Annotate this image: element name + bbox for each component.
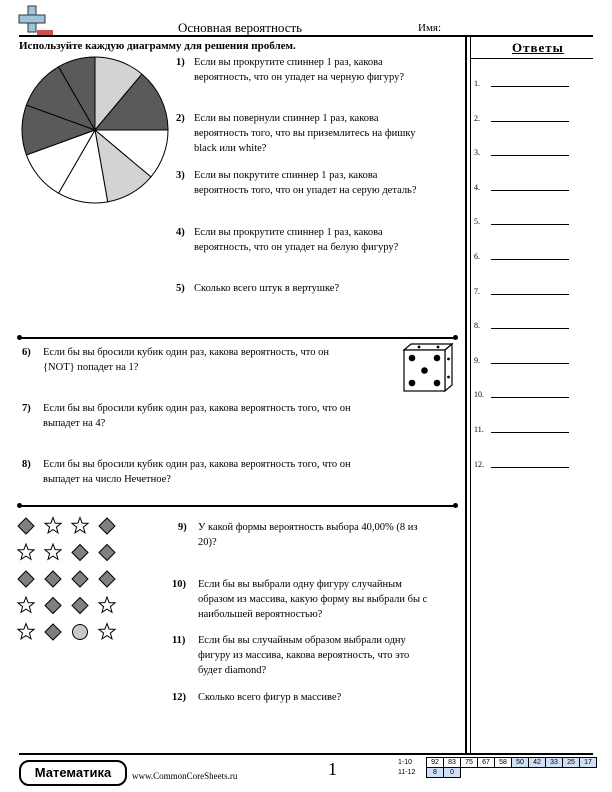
star-shape (45, 544, 61, 559)
score-cell: 33 (546, 758, 563, 768)
score-cell: 0 (444, 768, 461, 778)
score-cell: 67 (478, 758, 495, 768)
answer-number: 11. (474, 425, 484, 434)
answer-number: 1. (474, 79, 480, 88)
question-number: 1) (176, 57, 185, 68)
diamond-shape (72, 571, 88, 587)
answer-line[interactable] (491, 190, 569, 191)
question-text: вероятность того, что вы приземлитесь на фишку (194, 128, 416, 139)
answer-line[interactable] (491, 86, 569, 87)
answer-row (474, 183, 480, 192)
diamond-shape (45, 624, 61, 640)
star-shape (18, 624, 34, 639)
question-text: наибольшей вероятностью? (198, 609, 323, 620)
answers-title-rule (471, 58, 593, 59)
answer-line[interactable] (491, 259, 569, 260)
question-text: black или white? (194, 143, 267, 154)
score-table (398, 757, 597, 778)
answer-row (474, 148, 480, 157)
question-number: 8) (22, 459, 31, 470)
answer-number: 5. (474, 217, 480, 227)
instructions: Используйте каждую диаграмму для решения проблем. (19, 40, 296, 52)
score-row-label: 11-12 (398, 769, 416, 776)
answer-line[interactable] (491, 467, 569, 468)
answer-number: 10. (474, 390, 484, 400)
diamond-shape (18, 518, 34, 534)
circle-shape (73, 625, 88, 640)
question-text: фигуру из массива, какова вероятность, что это (198, 650, 410, 661)
answer-line[interactable] (491, 432, 569, 433)
score-row (398, 758, 597, 768)
question-number: 11) (172, 635, 186, 646)
answer-row (474, 425, 484, 434)
separator-dot (17, 335, 22, 340)
score-cell: 42 (529, 758, 546, 768)
diamond-shape (99, 518, 115, 534)
page-number: 1 (328, 759, 337, 779)
score-cell: 92 (427, 758, 444, 768)
question-text: образом из массива, какую форму вы выбрали бы с (198, 594, 428, 605)
question-number: 9) (178, 522, 187, 533)
score-row-label: 1-10 (398, 759, 413, 766)
worksheet-title: Основная вероятность (178, 20, 303, 35)
question-text: Если бы вы выбрали одну фигуру случайным (198, 579, 402, 590)
question-number: 5) (176, 283, 185, 294)
shapes-array (14, 515, 124, 643)
question-number: 7) (22, 403, 31, 414)
question-text: У какой формы вероятность выбора 40,00% (8 из (198, 522, 418, 533)
question-text: Если вы покрутите спиннер 1 раз, какова (194, 170, 378, 181)
answer-line[interactable] (491, 397, 569, 398)
star-shape (45, 518, 61, 533)
answer-row (474, 287, 480, 296)
question-text: Если вы повернули спиннер 1 раз, какова (194, 113, 379, 124)
diamond-shape (45, 571, 61, 587)
question-text: вероятность того, что он упадет на серую деталь? (194, 185, 417, 196)
question-text: Сколько всего штук в вертушке? (194, 283, 340, 294)
question-text: вероятность, что он упадет на черную фигуру? (194, 72, 404, 83)
score-cell: 75 (461, 758, 478, 768)
question-text: Если бы вы бросили кубик один раз, какова вероятность того, что он (43, 403, 351, 414)
diamond-shape (45, 598, 61, 614)
score-cell: 50 (512, 758, 529, 768)
star-shape (72, 518, 88, 533)
answer-row (474, 356, 480, 365)
answer-row (474, 79, 480, 88)
answer-line[interactable] (491, 121, 569, 122)
answer-line[interactable] (491, 328, 569, 329)
question-text: 20)? (198, 537, 217, 548)
answers-title: Ответы (512, 40, 564, 55)
answer-number: 7. (474, 286, 480, 296)
answer-number: 6. (474, 252, 480, 261)
diamond-shape (72, 598, 88, 614)
score-cell: 83 (444, 758, 461, 768)
question-text: {NOT} попадет на 1? (43, 362, 139, 373)
question-number: 10) (172, 579, 186, 590)
score-cell: 25 (563, 758, 580, 768)
diamond-shape (18, 571, 34, 587)
answer-row (474, 321, 480, 330)
question-number: 4) (176, 227, 185, 238)
answer-line[interactable] (491, 224, 569, 225)
score-cell: 17 (580, 758, 597, 768)
name-label: Имя: (418, 22, 442, 34)
answer-row (474, 114, 480, 123)
separator-dot (453, 335, 458, 340)
question-text: выпадет на 4? (43, 418, 106, 429)
column-divider (465, 35, 467, 753)
star-shape (99, 597, 115, 612)
question-text: Если вы прокрутите спиннер 1 раз, какова (194, 57, 383, 68)
diamond-shape (72, 545, 88, 561)
column-divider-inner (470, 35, 471, 753)
site-url[interactable]: www.CommonCoreSheets.ru (132, 771, 238, 781)
question-text: вероятность, что он упадет на белую фигуру? (194, 242, 399, 253)
diamond-shape (99, 545, 115, 561)
answer-number: 9. (474, 355, 480, 365)
answer-line[interactable] (491, 363, 569, 364)
answer-number: 3. (474, 148, 480, 158)
footer-rule (19, 753, 593, 755)
question-text: Если бы вы бросили кубик один раз, какова вероятность, что он (43, 347, 329, 358)
answer-number: 2. (474, 113, 480, 123)
star-shape (18, 544, 34, 559)
answer-number: 4. (474, 182, 480, 192)
brand-badge: Математика (19, 760, 127, 786)
question-text: Если бы вы бросили кубик один раз, какова вероятность того, что он (43, 459, 351, 470)
score-cell: 8 (427, 768, 444, 778)
question-number: 3) (176, 170, 185, 181)
header-rule (19, 35, 593, 37)
answer-row (474, 390, 484, 399)
answer-line[interactable] (491, 294, 569, 295)
question-text: будет diamond? (198, 665, 267, 676)
section-separator-1 (19, 337, 456, 339)
separator-dot (453, 503, 458, 508)
answer-number: 12. (474, 459, 484, 469)
question-number: 12) (172, 692, 186, 703)
question-number: 2) (176, 113, 185, 124)
answer-row (474, 460, 484, 469)
score-row (398, 768, 597, 778)
section-separator-2 (19, 505, 456, 507)
die-icon (400, 343, 454, 393)
question-text: Если вы прокрутите спиннер 1 раз, какова (194, 227, 383, 238)
spinner-chart (20, 55, 170, 205)
star-shape (18, 597, 34, 612)
answer-row (474, 217, 480, 226)
question-number: 6) (22, 347, 31, 358)
question-text: Сколько всего фигур в массиве? (198, 692, 342, 703)
diamond-shape (99, 571, 115, 587)
answer-number: 8. (474, 321, 480, 331)
question-text: выпадет на число Нечетное? (43, 474, 171, 485)
question-text: Если бы вы случайным образом выбрали одну (198, 635, 406, 646)
star-shape (99, 624, 115, 639)
answer-line[interactable] (491, 155, 569, 156)
separator-dot (17, 503, 22, 508)
logo-icon (18, 4, 56, 38)
answer-row (474, 252, 480, 261)
score-cell: 58 (495, 758, 512, 768)
